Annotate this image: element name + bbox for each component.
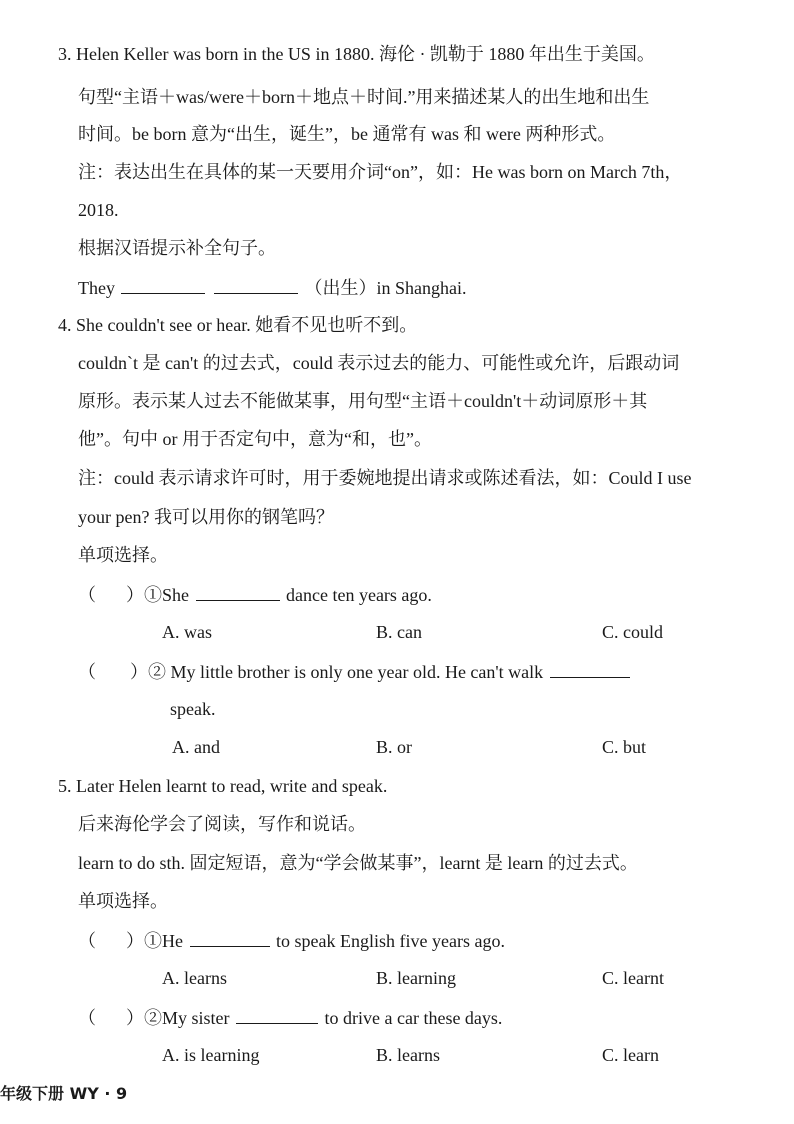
answer-paren-left: （ bbox=[78, 585, 96, 605]
option-c[interactable]: C. learnt bbox=[602, 968, 664, 988]
option-a[interactable]: A. learns bbox=[162, 968, 227, 988]
question-stem-cont: speak. bbox=[170, 699, 216, 719]
exercise-end: （出生）in Shanghai. bbox=[304, 278, 467, 298]
item-4-instruction: 单项选择。 bbox=[78, 545, 168, 565]
item-4-line: 他”。句中 or 用于否定句中，意为“和，也”。 bbox=[78, 429, 432, 449]
option-b[interactable]: B. or bbox=[376, 737, 412, 757]
item-4-note-cont: your pen? 我可以用你的钢笔吗？ bbox=[78, 507, 334, 527]
question-stem-end: to speak English five years ago. bbox=[276, 931, 505, 951]
option-b[interactable]: B. can bbox=[376, 622, 422, 642]
answer-paren-right: ） bbox=[130, 662, 148, 682]
question-stem: ② My little brother is only one year old. He can't walk bbox=[148, 662, 544, 682]
answer-blank[interactable] bbox=[214, 275, 298, 294]
option-c[interactable]: C. learn bbox=[602, 1045, 659, 1065]
item-3-line: 句型“主语＋was/were＋born＋地点＋时间.”用来描述某人的出生地和出生 bbox=[78, 87, 650, 107]
answer-paren-right: ） bbox=[126, 1008, 144, 1028]
answer-blank[interactable] bbox=[121, 275, 205, 294]
item-4-line: 原形。表示某人过去不能做某事，用句型“主语＋couldn't＋动词原形＋其 bbox=[78, 391, 648, 411]
option-a[interactable]: A. was bbox=[162, 622, 212, 642]
answer-paren-right: ） bbox=[126, 931, 144, 951]
option-a[interactable]: A. is learning bbox=[162, 1045, 260, 1065]
item-3-title: 3. Helen Keller was born in the US in 1880. 海伦 · 凯勒于 1880 年出生于美国。 bbox=[58, 44, 655, 64]
option-b[interactable]: B. learning bbox=[376, 968, 456, 988]
answer-blank[interactable] bbox=[550, 659, 630, 678]
answer-blank[interactable] bbox=[196, 582, 280, 601]
answer-blank[interactable] bbox=[236, 1005, 318, 1024]
item-5-title: 5. Later Helen learnt to read, write and speak. bbox=[58, 776, 388, 796]
answer-paren-right: ） bbox=[126, 585, 144, 605]
item-3-note-cont: 2018. bbox=[78, 200, 119, 220]
question-stem-end: dance ten years ago. bbox=[286, 585, 432, 605]
item-5-question-2 bbox=[78, 1005, 502, 1030]
item-3-exercise bbox=[78, 275, 466, 300]
question-stem: ①She bbox=[144, 585, 189, 605]
item-4-note: 注：could 表示请求许可时，用于委婉地提出请求或陈述看法，如：Could I use bbox=[78, 468, 692, 488]
question-stem: ②My sister bbox=[144, 1008, 230, 1028]
item-4-question-1 bbox=[78, 582, 432, 607]
answer-paren-left: （ bbox=[78, 931, 96, 951]
item-3-instruction: 根据汉语提示补全句子。 bbox=[78, 238, 276, 258]
item-5-line: learn to do sth. 固定短语，意为“学会做某事”，learnt 是 learn 的过去式。 bbox=[78, 853, 638, 873]
option-b[interactable]: B. learns bbox=[376, 1045, 440, 1065]
item-5-instruction: 单项选择。 bbox=[78, 891, 168, 911]
answer-blank[interactable] bbox=[190, 928, 270, 947]
item-4-line: couldn`t 是 can't 的过去式，could 表示过去的能力、可能性或允许，后跟动词 bbox=[78, 353, 680, 373]
item-3-line: 时间。be born 意为“出生，诞生”，be 通常有 was 和 were 两种形式。 bbox=[78, 124, 616, 144]
option-c[interactable]: C. could bbox=[602, 622, 663, 642]
item-5-question-1 bbox=[78, 928, 505, 953]
option-a[interactable]: A. and bbox=[172, 737, 220, 757]
answer-paren-left: （ bbox=[78, 662, 96, 682]
item-4-question-2 bbox=[78, 659, 632, 684]
question-stem-end: to drive a car these days. bbox=[324, 1008, 503, 1028]
item-4-title: 4. She couldn't see or hear. 她看不见也听不到。 bbox=[58, 315, 418, 335]
item-5-translation: 后来海伦学会了阅读，写作和说话。 bbox=[78, 814, 366, 834]
option-c[interactable]: C. but bbox=[602, 737, 647, 757]
page-footer: 年级下册 WY · 9 bbox=[0, 1084, 128, 1103]
exercise-start: They bbox=[78, 278, 115, 298]
question-stem: ①He bbox=[144, 931, 183, 951]
item-3-note: 注：表达出生在具体的某一天要用介词“on”，如：He was born on March 7th， bbox=[78, 162, 683, 182]
answer-paren-left: （ bbox=[78, 1008, 96, 1028]
